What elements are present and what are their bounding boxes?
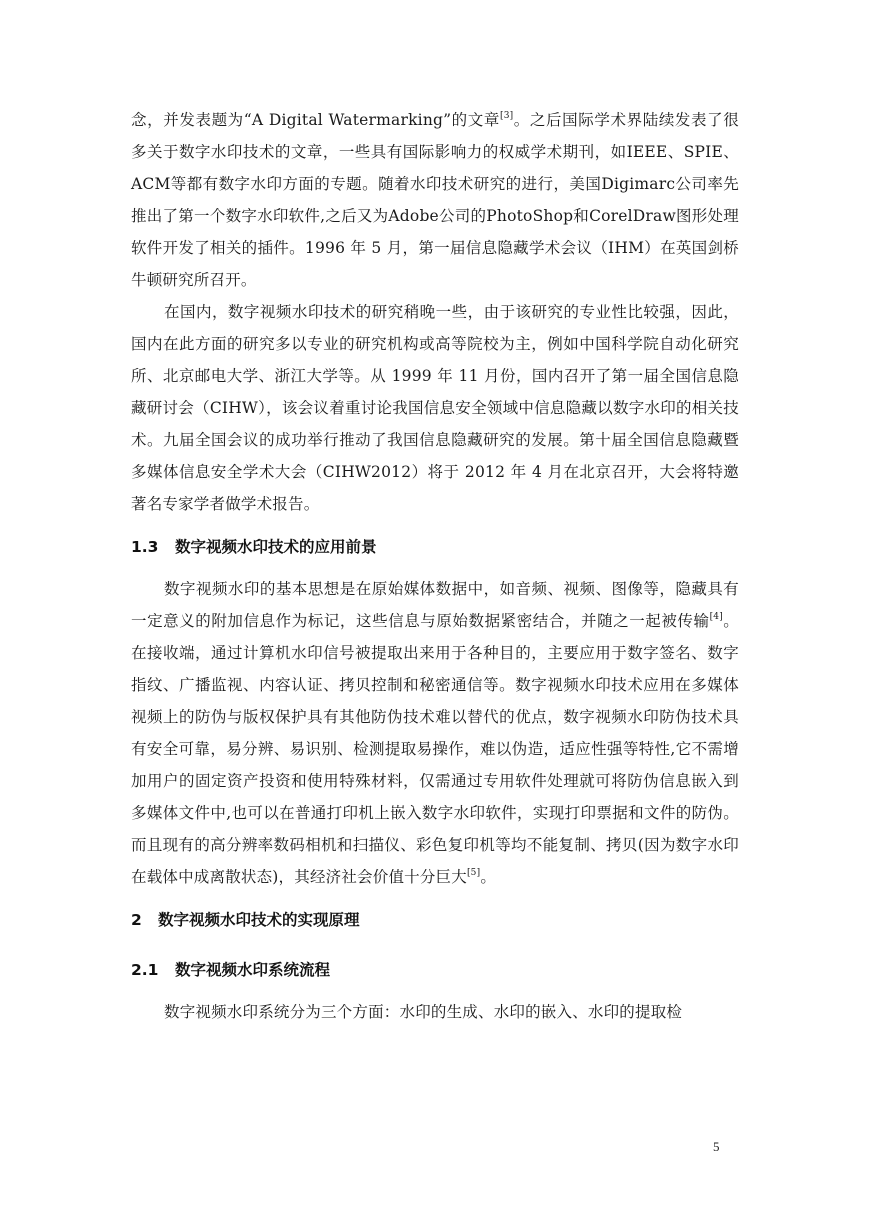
section-title: 数字视频水印系统流程 — [175, 961, 331, 979]
paragraph-text: 。在接收端，通过计算机水印信号被提取出来用于各种目的，主要应用于数字签名、数字指纹、广播监视、内容认证、拷贝控制和秘密通信等。数字视频水印技术应用在多媒体视频上的防伪与版权保护具有其他防伪技术难以替代的优点，数字视频水印防伪技术具有安全可靠，易分辨、易识别、检测提取易操作，难以伪造，适应性强等特性,它不需增加用户的固定资产投资和使用特殊材料，仅需通过专用软件处理就可将防伪信息嵌入到多媒体文件中,也可以在普通打印机上嵌入数字水印软件，实现打印票据和文件的防伪。而且现有的高分辨率数码相机和扫描仪、彩色复印机等均不能复制、拷贝(因为数字水印在载体中成离散状态)，其经济社会价值十分巨大 — [131, 612, 740, 886]
citation-ref-3: [3] — [500, 111, 514, 121]
section-number: 2 — [131, 911, 142, 929]
paragraph-text: 。 — [480, 868, 497, 886]
paragraph-history-domestic: 在国内，数字视频水印技术的研究稍晚一些，由于该研究的专业性比较强，因此，国内在此方面的研究多以专业的研究机构或高等院校为主，例如中国科学院自动化研究所、北京邮电大学、浙江大学等。从 1999 年 11 月份，国内召开了第一届全国信息隐藏研讨会（CIHW），该会议着重讨论我国信息安全领域中信息隐藏以数字水印的相关技术。九届全国会议的成功举行推动了我国信息隐藏研究的发展。第十届全国信息隐藏暨多媒体信息安全学术大会（CIHW2012）将于 2012 年 4 月在北京召开，大会将特邀著名专家学者做学术报告。 — [131, 303, 739, 513]
paragraph-text: 。之后国际学术界陆续发表了很多关于数字水印技术的文章，一些具有国际影响力的权威学术期刊，如IEEE、SPIE、ACM等都有数字水印方面的专题。随着水印技术研究的进行，美国Digimarc公司率先推出了第一个数字水印软件,之后又为Adobe公司的PhotoShop和CorelDraw图形处理软件开发了相关的插件。1996 年 5 月，第一届信息隐藏学术会议（IHM）在英国剑桥牛顿研究所召开。 — [131, 111, 739, 289]
page-number: 5 — [713, 1139, 720, 1154]
section-title: 数字视频水印技术的实现原理 — [158, 911, 360, 929]
page-body — [131, 104, 739, 1028]
section-title: 数字视频水印技术的应用前景 — [175, 538, 377, 556]
section-heading-2 — [131, 893, 739, 943]
section-heading-1-3 — [131, 520, 739, 573]
paragraph-history-international — [131, 104, 739, 296]
section-number: 1.3 — [131, 538, 159, 556]
section-heading-2-1 — [131, 943, 739, 996]
paragraph-application-prospects — [131, 573, 739, 893]
section-number: 2.1 — [131, 961, 159, 979]
citation-ref-4: [4] — [709, 612, 723, 622]
citation-ref-5: [5] — [466, 868, 481, 878]
paragraph-system-flow: 数字视频水印系统分为三个方面：水印的生成、水印的嵌入、水印的提取检 — [164, 1003, 683, 1021]
paragraph-text: 念，并发表题为“A Digital Watermarking”的文章 — [131, 111, 501, 129]
paragraph-text: 数字视频水印的基本思想是在原始媒体数据中，如音频、视频、图像等，隐藏具有一定意义的附加信息作为标记，这些信息与原始数据紧密结合，并随之一起被传输 — [131, 580, 739, 630]
